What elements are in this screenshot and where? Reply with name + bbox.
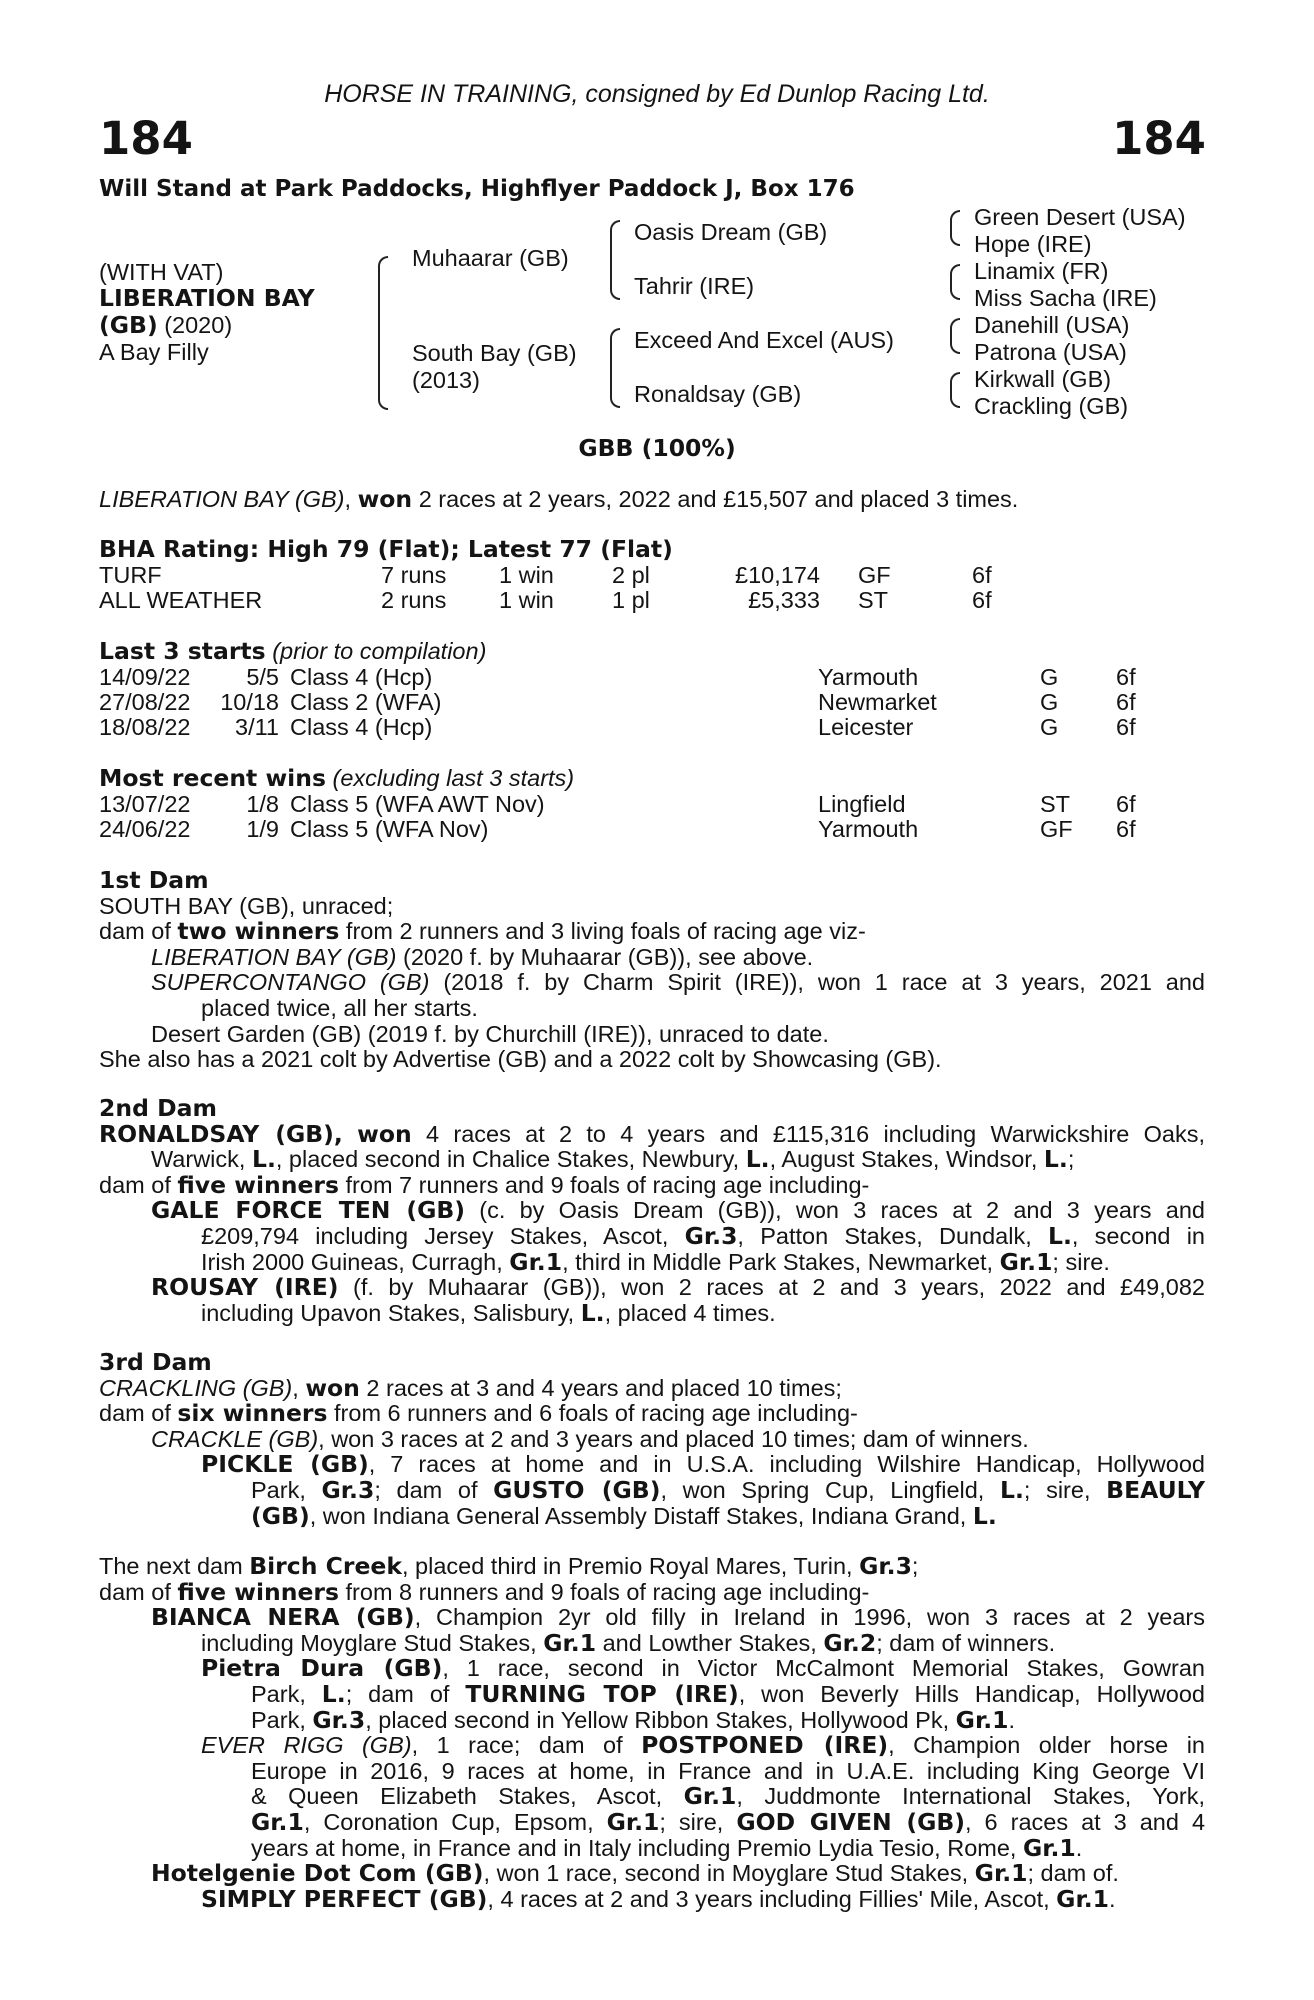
first-dam-line: SOUTH BAY (GB), unraced; <box>99 892 394 919</box>
win-course: Yarmouth <box>818 816 919 842</box>
pedigree-ggs-4: Miss Sacha (IRE) <box>974 285 1157 311</box>
second-dam-line: dam of five winners from 7 runners and 9 foals of racing age including- <box>99 1170 870 1199</box>
start-distance: 6f <box>1116 714 1136 740</box>
first-dam-line: She also has a 2021 colt by Advertise (GB) and a 2022 colt by Showcasing (GB). <box>99 1046 942 1073</box>
win-distance: 6f <box>1116 816 1136 842</box>
second-dam-section <box>99 1096 1205 1326</box>
pedigree-gs4: Ronaldsay (GB) <box>634 381 802 407</box>
start-going: G <box>1040 664 1059 690</box>
next-dam-line: Park, Gr.3, placed second in Yellow Ribbon Stakes, Hollywood Pk, Gr.1. <box>251 1705 1016 1734</box>
win-class: Class 5 (WFA AWT Nov) <box>290 791 545 817</box>
pedigree-ggs-7: Kirkwall (GB) <box>974 366 1112 392</box>
rating-wins: 1 win <box>499 587 554 613</box>
lot-number-right: 184 <box>1112 112 1206 165</box>
pedigree-ggs-3: Linamix (FR) <box>974 258 1109 284</box>
next-dam-line: Gr.1, Coronation Cup, Epsom, Gr.1; sire, GOD GIVEN (GB), 6 races at 3 and 4 <box>251 1807 1206 1836</box>
summary-rest: 2 races at 2 years, 2022 and £15,507 and placed 3 times. <box>418 486 1019 512</box>
first-dam-line: Desert Garden (GB) (2019 f. by Churchill (IRE)), unraced to date. <box>151 1020 829 1047</box>
second-dam-line: Irish 2000 Guineas, Curragh, Gr.1, third in Middle Park Stakes, Newmarket, Gr.1; sire. <box>201 1247 1110 1276</box>
win-date: 13/07/22 <box>99 791 191 817</box>
start-position: 5/5 <box>246 664 279 690</box>
next-dam-line: EVER RIGG (GB), 1 race; dam of POSTPONED (IRE), Champion older horse in <box>201 1731 1205 1760</box>
pedigree-brace-dam <box>610 328 620 408</box>
lot-number-left: 184 <box>99 112 193 165</box>
start-class: Class 4 (Hcp) <box>290 664 433 690</box>
third-dam-line: CRACKLE (GB), won 3 races at 2 and 3 years and placed 10 times; dam of winners. <box>151 1425 1029 1452</box>
third-dam-line: Park, Gr.3; dam of GUSTO (GB), won Spring Cup, Lingfield, L.; sire, BEAULY <box>251 1475 1205 1504</box>
start-position: 10/18 <box>220 689 279 715</box>
rating-distance: 6f <box>972 562 992 588</box>
start-course: Yarmouth <box>818 664 919 690</box>
first-dam-line: placed twice, all her starts. <box>201 994 478 1021</box>
pedigree-brace-g4 <box>950 372 960 408</box>
second-dam-line: GALE FORCE TEN (GB) (c. by Oasis Dream (GB)), won 3 races at 2 and 3 years and <box>151 1196 1205 1225</box>
summary-horse-name: LIBERATION BAY (GB) <box>99 486 345 512</box>
rating-going: GF <box>858 562 891 588</box>
win-going: ST <box>1040 791 1071 817</box>
last3-heading <box>99 639 486 665</box>
pedigree-sire: Muhaarar (GB) <box>412 245 569 271</box>
pedigree-dam-year: (2013) <box>412 367 480 393</box>
pedigree-brace-sire <box>610 220 620 300</box>
third-dam-line: PICKLE (GB), 7 races at home and in U.S.A. including Wilshire Handicap, Hollywood <box>201 1450 1205 1479</box>
next-dam-line: Park, L.; dam of TURNING TOP (IRE), won Beverly Hills Handicap, Hollywood <box>251 1679 1206 1708</box>
rating-runs: 2 runs <box>381 587 447 613</box>
pedigree-ggs-6: Patrona (USA) <box>974 339 1127 365</box>
start-distance: 6f <box>1116 689 1136 715</box>
first-dam-line: SUPERCONTANGO (GB) (2018 f. by Charm Spirit (IRE)), won 1 race at 3 years, 2021 and <box>151 969 1205 996</box>
pedigree-ggs-2: Hope (IRE) <box>974 231 1092 257</box>
win-date: 24/06/22 <box>99 816 191 842</box>
next-dam-line: SIMPLY PERFECT (GB), 4 races at 2 and 3 years including Fillies' Mile, Ascot, Gr.1. <box>201 1884 1116 1913</box>
pedigree-brace-g3 <box>950 318 960 354</box>
third-dam-line: dam of six winners from 6 runners and 6 foals of racing age including- <box>99 1399 858 1428</box>
win-position: 1/9 <box>246 816 279 842</box>
next-dam-line: The next dam Birch Creek, placed third in Premio Royal Mares, Turin, Gr.3; <box>99 1552 919 1580</box>
pedigree-ggs-5: Danehill (USA) <box>974 312 1130 338</box>
last3-title: Last 3 starts <box>99 637 266 665</box>
third-dam-line: (GB), won Indiana General Assembly Distaff Stakes, Indiana Grand, L. <box>251 1501 997 1530</box>
second-dam-line: £209,794 including Jersey Stakes, Ascot, Gr.3, Patton Stakes, Dundalk, L., second in <box>201 1221 1205 1250</box>
next-dam-line: Hotelgenie Dot Com (GB), won 1 race, second in Moyglare Stud Stakes, Gr.1; dam of. <box>151 1859 1119 1888</box>
recent-heading <box>99 766 574 792</box>
horse-description: A Bay Filly <box>99 339 209 365</box>
win-distance: 6f <box>1116 791 1136 817</box>
pedigree-ggs-1: Green Desert (USA) <box>974 204 1186 230</box>
pedigree-brace-g1 <box>950 210 960 246</box>
stand-location: Will Stand at Park Paddocks, Highflyer Paddock J, Box 176 <box>99 176 855 202</box>
next-dam-line: including Moyglare Stud Stakes, Gr.1 and Lowther Stakes, Gr.2; dam of winners. <box>201 1628 1056 1657</box>
win-class: Class 5 (WFA Nov) <box>290 816 489 842</box>
start-date: 27/08/22 <box>99 689 191 715</box>
first-dam-line: dam of two winners from 2 runners and 3 living foals of racing age viz- <box>99 917 866 946</box>
start-going: G <box>1040 714 1059 740</box>
last3-note: (prior to compilation) <box>272 638 487 664</box>
start-class: Class 2 (WFA) <box>290 689 442 715</box>
next-dam-line: Europe in 2016, 9 races at home, in France and in U.A.E. including King George VI <box>251 1757 1205 1784</box>
start-date: 14/09/22 <box>99 664 191 690</box>
horse-suffix: (GB) <box>99 311 158 339</box>
win-position: 1/8 <box>246 791 279 817</box>
rating-distance: 6f <box>972 587 992 613</box>
horse-year: (2020) <box>164 312 233 338</box>
pedigree-ggs-8: Crackling (GB) <box>974 393 1129 419</box>
second-dam-title: 2nd Dam <box>99 1094 217 1122</box>
pedigree-gs3: Exceed And Excel (AUS) <box>634 327 894 353</box>
win-course: Lingfield <box>818 791 906 817</box>
next-dam-section <box>99 1554 1205 1912</box>
next-dam-line: & Queen Elizabeth Stakes, Ascot, Gr.1, Juddmonte International Stakes, York, <box>251 1782 1205 1811</box>
second-dam-line: including Upavon Stakes, Salisbury, L., placed 4 times. <box>201 1298 776 1327</box>
race-summary: LIBERATION BAY (GB), won 2 races at 2 years, 2022 and £15,507 and placed 3 times. <box>99 485 1019 513</box>
pedigree-gs2: Tahrir (IRE) <box>634 273 755 299</box>
rating-placed: 2 pl <box>612 562 650 588</box>
rating-earnings: £10,174 <box>735 562 820 588</box>
vat-note: (WITH VAT) <box>99 259 224 285</box>
second-dam-line: ROUSAY (IRE) (f. by Muhaarar (GB)), won 2 races at 2 and 3 years, 2022 and £49,082 <box>151 1273 1205 1302</box>
rating-surface: TURF <box>99 562 162 588</box>
start-course: Newmarket <box>818 689 937 715</box>
horse-origin <box>99 313 232 339</box>
third-dam-title: 3rd Dam <box>99 1348 212 1376</box>
pedigree-gs1: Oasis Dream (GB) <box>634 219 828 245</box>
second-dam-line: RONALDSAY (GB), won 4 races at 2 to 4 years and £115,316 including Warwickshire Oaks, <box>99 1119 1205 1148</box>
start-distance: 6f <box>1116 664 1136 690</box>
horse-name: LIBERATION BAY <box>99 284 315 312</box>
start-date: 18/08/22 <box>99 714 191 740</box>
consignment-header: HORSE IN TRAINING, consigned by Ed Dunlop Racing Ltd. <box>324 80 990 108</box>
recent-title: Most recent wins <box>99 764 326 792</box>
rating-earnings: £5,333 <box>748 587 820 613</box>
third-dam-line: CRACKLING (GB), won 2 races at 3 and 4 years and placed 10 times; <box>99 1373 842 1402</box>
win-going: GF <box>1040 816 1073 842</box>
third-dam-section <box>99 1350 1205 1529</box>
pedigree-brace-g2 <box>950 264 960 300</box>
rating-wins: 1 win <box>499 562 554 588</box>
bha-rating-title: BHA Rating: High 79 (Flat); Latest 77 (Flat) <box>99 535 673 563</box>
second-dam-line: Warwick, L., placed second in Chalice Stakes, Newbury, L., August Stakes, Windsor, L.; <box>151 1145 1075 1174</box>
pedigree-brace-main <box>378 256 388 410</box>
rating-runs: 7 runs <box>381 562 447 588</box>
start-class: Class 4 (Hcp) <box>290 714 433 740</box>
summary-won: won <box>357 485 413 513</box>
next-dam-line: Pietra Dura (GB), 1 race, second in Victor McCalmont Memorial Stakes, Gowran <box>201 1654 1205 1683</box>
pedigree-dam: South Bay (GB) <box>412 340 577 366</box>
first-dam-title: 1st Dam <box>99 866 209 894</box>
first-dam-line: LIBERATION BAY (GB) (2020 f. by Muhaarar (GB)), see above. <box>151 943 814 970</box>
rating-going: ST <box>858 587 889 613</box>
start-going: G <box>1040 689 1059 715</box>
rating-placed: 1 pl <box>612 587 650 613</box>
recent-note: (excluding last 3 starts) <box>332 765 575 791</box>
first-dam-section <box>99 868 1205 1073</box>
next-dam-line: dam of five winners from 8 runners and 9 foals of racing age including- <box>99 1577 870 1606</box>
rating-surface: ALL WEATHER <box>99 587 263 613</box>
next-dam-line: BIANCA NERA (GB), Champion 2yr old filly in Ireland in 1996, won 3 races at 2 years <box>151 1603 1205 1632</box>
next-dam-line: years at home, in France and in Italy including Premio Lydia Tesio, Rome, Gr.1. <box>251 1833 1083 1862</box>
start-course: Leicester <box>818 714 914 740</box>
gbb-rating: GBB (100%) <box>578 434 736 462</box>
start-position: 3/11 <box>235 714 279 740</box>
